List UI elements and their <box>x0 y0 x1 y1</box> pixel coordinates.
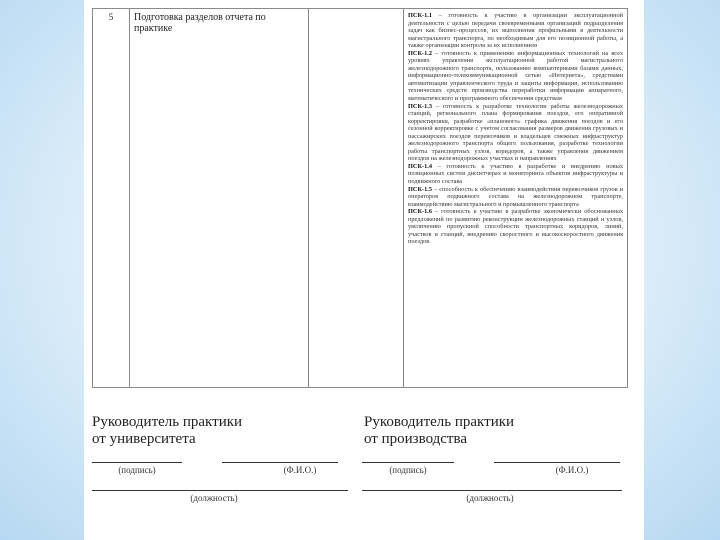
left-fio-line <box>222 462 338 463</box>
competency-item: ПСК-1.5 – способность к обеспечению взаимодействия перевозчиков грузов и операторов подвижного состава на железнодорожном транспорте, взаимодействию магистрального и промышленного транспорта <box>408 185 623 208</box>
competencies-cell <box>404 9 628 388</box>
competency-item: ПСК-1.2 – готовность к применению информационных технологий на всех уровнях управления эксплуатационной работой магистрального железнодорожного транспорта, пользованию компьютерными базами данных, информационно-телекоммуникационной сетью «Интернета», средствами автоматизации управленческого труда и защиты информации, использованию технических средств производства переработки информации аппаратного, математического и программного обеспечения средствам <box>408 49 623 103</box>
competency-item: ПСК-1.3 – готовность к разработке технологии работы железнодорожных станций, регионального плана формирования поездов, его оперативной корректировки, разработке «планового» графика движения поездов и его сезонной корректировке с учетом согласования размеров движения грузовых и пассажирских поездов перевозчиков и владельцев смежных инфраструктур железнодорожного транспорта общего пользования, разработке технологии работы транспортных узлов, коридоров, а также управления движением поездов на железнодорожных участках и направлениях <box>408 102 623 163</box>
right-position-line <box>362 490 622 491</box>
right-supervisor-title: Руководитель практики от производства <box>364 414 515 447</box>
right-fio-caption: (Ф.И.О.) <box>555 465 589 475</box>
empty-cell <box>309 9 404 388</box>
document-page <box>84 0 644 540</box>
competency-item: ПСК-1.6 – готовность к участию в разработке экономически обоснованных предложений по развитию реконструкции железнодорожных станций и узлов, увеличению пропускной способности транспортных коридоров, линий, участков и станций, внедрению скоростного и высокоскоростного движения поездов. <box>408 208 623 246</box>
left-fio-caption: (Ф.И.О.) <box>283 465 317 475</box>
row-number: 5 <box>93 9 130 388</box>
left-signature-line <box>92 462 182 463</box>
left-signature-caption: (подпись) <box>118 465 156 475</box>
practice-table <box>92 8 628 388</box>
competency-item: ПСК-1.1 – готовность к участию в организации эксплуатационной деятельности с целью передачи своевременными организаций подразделения задач как бизнес-процессов, их выполнения профильными в деятельности магистрального транспорта, по необходимым для его позиционной работы, а также организации контроля за их исполнением <box>408 12 623 50</box>
table-row <box>93 9 628 388</box>
right-signature-caption: (подпись) <box>389 465 427 475</box>
left-position-caption: (должность) <box>190 493 238 503</box>
left-position-line <box>92 490 348 491</box>
task-cell: Подготовка разделов отчета по практике <box>130 9 309 388</box>
right-position-caption: (должность) <box>466 493 514 503</box>
right-fio-line <box>494 462 620 463</box>
competency-item: ПСК-1.4 – готовность к участию в разработке и внедрению новых позиционных систем диспетчерах и мониторинга объектов инфраструктуры и подвижного состава <box>408 162 623 186</box>
right-signature-line <box>362 462 454 463</box>
left-supervisor-title: Руководитель практики от университета <box>92 414 243 447</box>
